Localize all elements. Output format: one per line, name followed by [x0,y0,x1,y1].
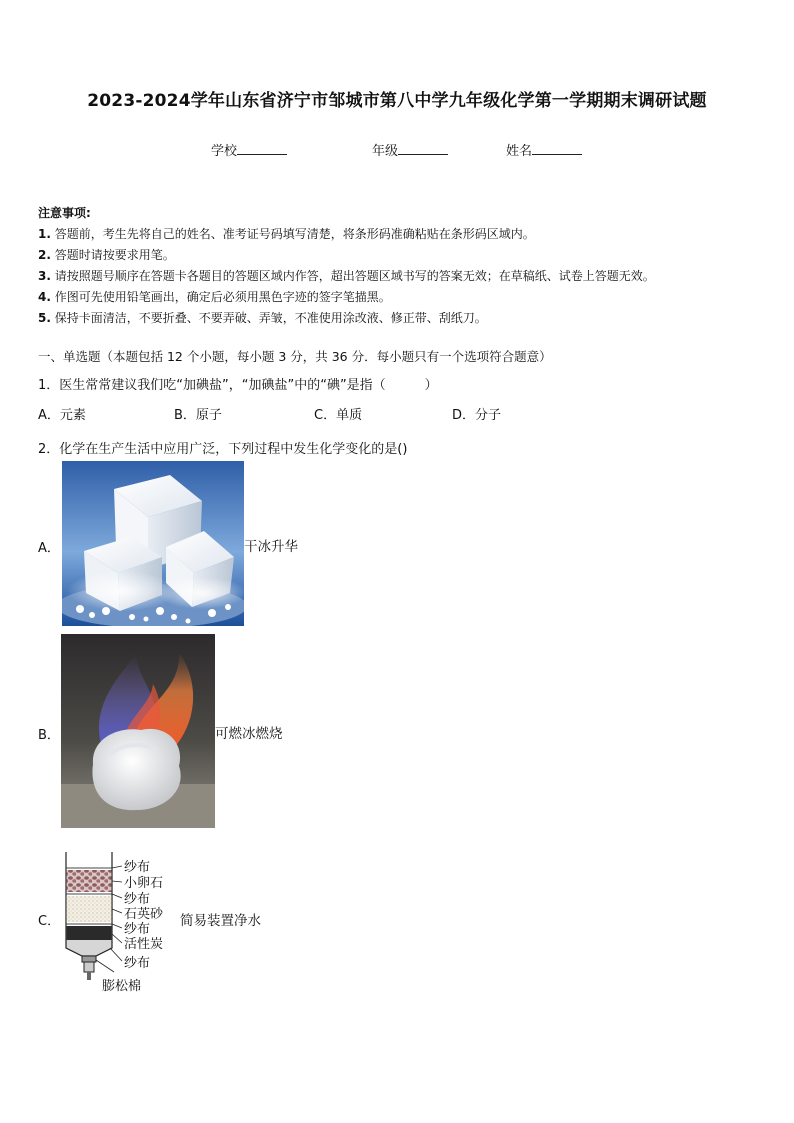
name-field [506,140,582,159]
school-blank [237,141,287,155]
notice-item: 4. 作图可先使用铅笔画出，确定后必须用黑色字迹的签字笔描黑。 [38,290,391,304]
grade-field [372,140,448,159]
name-label: 姓名 [506,144,533,159]
filter-label-gauze: 纱布 [124,860,151,875]
water-filter-diagram [60,848,190,998]
filter-label-gauze: 纱布 [124,892,151,907]
filter-label-cotton: 膨松棉 [102,979,142,994]
student-info-row [0,140,794,162]
name-blank [532,141,582,155]
option-b: B．原子 [174,408,222,423]
option-d: D．分子 [452,408,502,423]
choice-b-caption: 可燃冰燃烧 [215,726,283,742]
notice-item: 1. 答题前，考生先将自己的姓名、准考证号码填写清楚，将条形码准确粘贴在条形码区域内。 [38,227,535,241]
filter-label-pebbles: 小卵石 [124,876,164,891]
choice-b-letter: B． [38,728,60,743]
notice-block [38,203,778,329]
question-2-stem: 2．化学在生产生活中应用广泛，下列过程中发生化学变化的是() [38,442,408,457]
school-field [211,140,287,159]
choice-c-caption: 简易装置净水 [180,913,261,929]
filter-label-gauze: 纱布 [124,922,151,937]
school-label: 学校 [211,144,238,159]
section-heading: 一、单选题（本题包括 12 个小题，每小题 3 分，共 36 分．每小题只有一个选项符合题意） [38,349,552,364]
notice-item: 3. 请按照题号顺序在答题卡各题目的答题区域内作答，超出答题区域书写的答案无效；在草稿纸、试卷上答题无效。 [38,269,655,283]
filter-label-gauze: 纱布 [124,956,151,971]
grade-blank [398,141,448,155]
notice-heading: 注意事项: [38,206,91,220]
notice-item: 5. 保持卡面清洁，不要折叠、不要弄破、弄皱，不准使用涂改液、修正带、刮纸刀。 [38,311,487,325]
option-c: C．单质 [314,408,363,423]
filter-label-activated-carbon: 活性炭 [124,937,164,952]
filter-label-quartz-sand: 石英砂 [124,907,164,922]
question-1-options [38,404,638,424]
question-1-stem: 1．医生常常建议我们吃“加碘盐”，“加碘盐”中的“碘”是指（ ） [38,378,438,393]
notice-item: 2. 答题时请按要求用笔。 [38,248,175,262]
option-a: A．元素 [38,408,86,423]
grade-label: 年级 [372,144,399,159]
burning-ice-image [61,634,215,828]
choice-a-caption: 干冰升华 [244,539,298,555]
choice-a-letter: A． [38,541,60,556]
choice-c-letter: C． [38,914,61,929]
dry-ice-image [62,461,244,626]
exam-title: 2023-2024学年山东省济宁市邹城市第八中学九年级化学第一学期期末调研试题 [87,91,707,111]
